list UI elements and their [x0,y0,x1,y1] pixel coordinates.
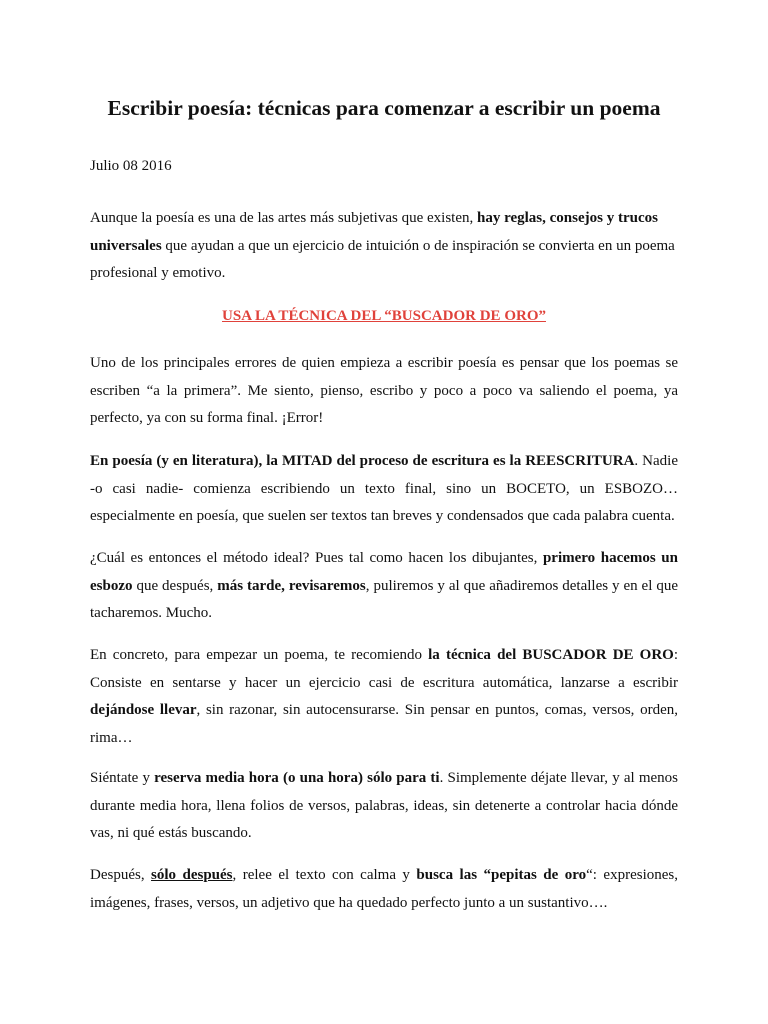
paragraph-intro [90,205,678,288]
paragraph-method-bold-d: más tarde, revisaremos [217,577,366,594]
paragraph-reserve-text-a: Siéntate y [90,770,155,786]
section-heading: USA LA TÉCNICA DEL “BUSCADOR DE ORO” [222,308,546,324]
paragraph-technique-text-e: , sin razonar, sin autocensurarse. Sin pensar en puntos, comas, versos, orden, rima… [90,702,679,746]
paragraph-rewriting [90,448,678,531]
document-title: Escribir poesía: técnicas para comenzar a escribir un poema [107,96,661,120]
paragraph-technique-text-a: En concreto, para empezar un poema, te recomiendo [90,647,429,663]
paragraph-after-text-c: , relee el texto con calma y [232,867,417,883]
paragraph-after-underlined: sólo después [151,867,233,883]
paragraph-technique-bold-d: dejándose llevar [90,702,197,718]
paragraph-method-bold-b: primero hacemos un esbozo [90,550,678,594]
paragraph-after-text-e: “: expresiones, imágenes, frases, versos, un adjetivo que ha quedado perfecto junto a un sustantivo…. [90,867,678,911]
paragraph-method-text-e: , puliremos y al que añadiremos detalles y en el que tacharemos. Mucho. [90,577,678,621]
paragraph-technique [90,642,678,752]
paragraph-reserve [90,765,678,848]
paragraph-rewriting-bold: En poesía (y en literatura), la MITAD del proceso de escritura es la REESCRITURA [90,453,635,469]
paragraph-method-text-a: ¿Cuál es entonces el método ideal? Pues tal como hacen los dibujantes, [90,550,543,566]
paragraph-after-bold: busca las “pepitas de oro [416,867,587,883]
paragraph-errors-text: Uno de los principales errores de quien empieza a escribir poesía es pensar que los poemas se escriben “a la primera”. Me siento, pienso, escribo y poco a poco va saliendo el poema, ya perfecto, ya con su forma final. ¡Error! [90,355,678,426]
document-date: Julio 08 2016 [90,158,172,174]
paragraph-method [90,545,678,628]
paragraph-after [90,862,678,917]
paragraph-errors [90,350,678,433]
paragraph-technique-bold-b: la técnica del BUSCADOR DE ORO [428,647,674,663]
paragraph-intro-text-c: que ayudan a que un ejercicio de intuición o de inspiración se convierta en un poema profesional y emotivo. [90,237,675,281]
paragraph-rewriting-text: . Nadie -o casi nadie- comienza escribiendo un texto final, sino un BOCETO, un ESBOZO… especialmente en poesía, que suelen ser textos tan breves y condensados que cada palabra cuenta. [90,453,678,524]
paragraph-method-text-c: que después, [132,577,218,594]
paragraph-reserve-text-c: . Simplemente déjate llevar, y al menos durante media hora, llena folios de versos, palabras, ideas, sin detenerte a controlar hacia dónde vas, ni qué estás buscando. [90,770,678,841]
paragraph-intro-text-a: Aunque la poesía es una de las artes más subjetivas que existen, [90,210,477,226]
paragraph-intro-bold: hay reglas, consejos y trucos universales [90,210,658,254]
paragraph-after-text-a: Después, [90,867,152,883]
paragraph-reserve-bold: reserva media hora (o una hora) sólo para ti [154,770,440,786]
paragraph-technique-text-c: : Consiste en sentarse y hacer un ejercicio casi de escritura automática, lanzarse a escribir [90,647,679,691]
